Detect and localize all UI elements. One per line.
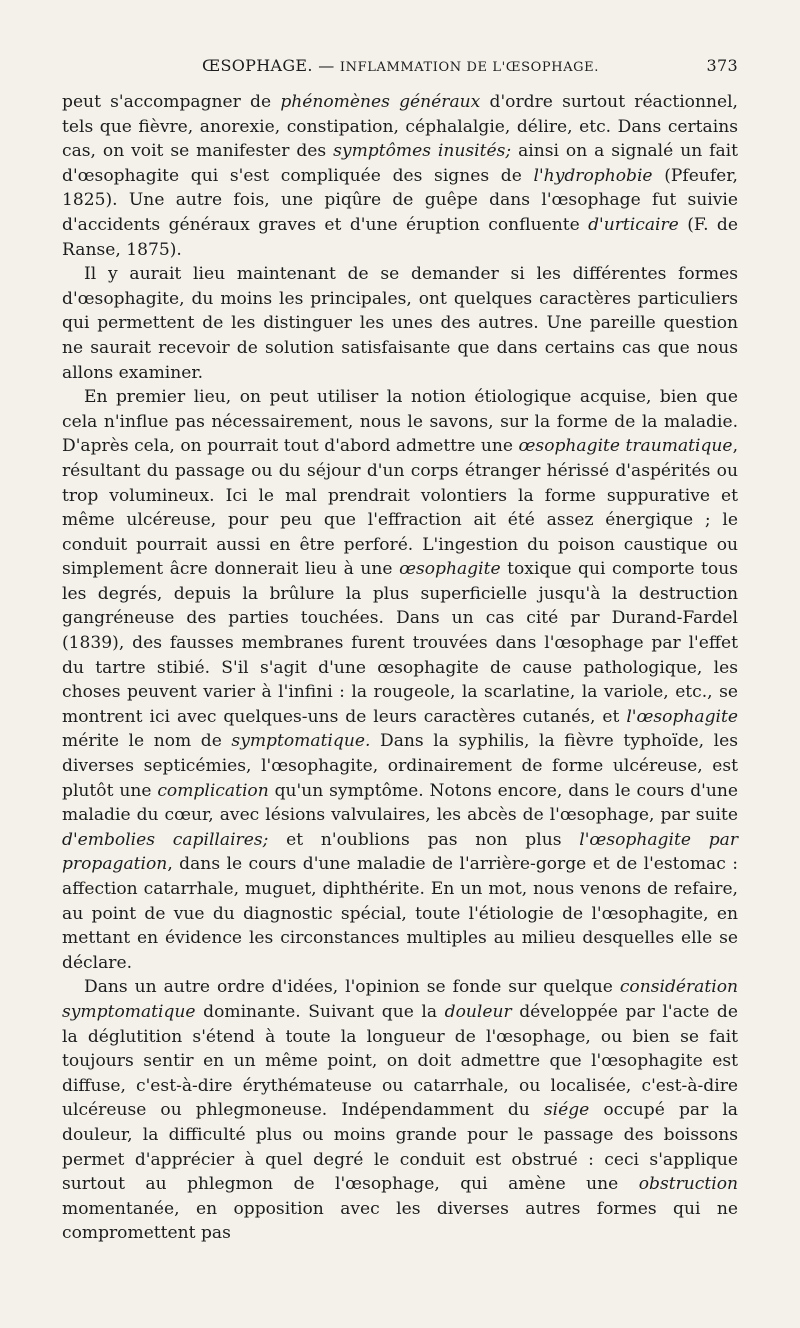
italic-text: l'œsophagite par propagation bbox=[62, 829, 738, 875]
italic-text: complication bbox=[157, 780, 269, 801]
text-run: ainsi on a signalé un fait d'œsophagite qui s'est compliquée des signes de bbox=[62, 141, 739, 186]
text-run: peut s'accompagner de bbox=[62, 92, 281, 112]
italic-text: douleur bbox=[444, 1001, 512, 1022]
text-run: dominante. Suivant que la bbox=[195, 1001, 445, 1022]
paragraph-3 bbox=[62, 385, 738, 975]
chapter-title: ŒSOPHAGE. bbox=[202, 56, 313, 75]
text-run: occupé par la douleur, la difficulté plus ou moins grande pour le passage des boissons permet d'apprécier à quel degré le conduit est obstrué : ceci s'applique surtout au phlegmon de l'œsophage, qui amène une bbox=[62, 1100, 738, 1195]
italic-text: d'embolies capillaires; bbox=[62, 829, 269, 850]
text-run: qu'un symptôme. Notons encore, dans le cours d'une maladie du cœur, avec lésions valvulaires, les abcès de l'œsophage, par suite bbox=[62, 780, 738, 826]
text-run: En premier lieu, on peut utiliser la notion étiologique acquise, bien que cela n'influe pas nécessairement, nous le savons, sur la forme de la maladie. D'après cela, on pourrait tout d'abord admettre une bbox=[62, 387, 738, 457]
italic-text: œsophagite bbox=[399, 559, 501, 580]
text-run: momentanée, en opposition avec les diverses autres formes qui ne compromettent pas bbox=[62, 1198, 738, 1244]
italic-text: symptômes inusités; bbox=[333, 141, 512, 162]
running-title bbox=[202, 56, 599, 75]
italic-text: siége bbox=[543, 1100, 590, 1121]
text-run: mérite le nom de bbox=[62, 731, 232, 752]
italic-text: symptomatique. bbox=[231, 731, 371, 752]
text-run: toxique qui comporte tous les degrés, depuis la brûlure la plus superficielle jusqu'à la destruction gangréneuse des parties touchées. Dans un cas cité par Durand-Fardel (1839), des fausses membranes furent trouvées dans l'œsophage par l'effet du tartre stibié. S'il s'agit d'une œsophagite de cause pathologique, les choses peuvent varier à l'infini : la rougeole, la scarlatine, la variole, etc., se montrent ici avec quelques-uns de leurs caractères cutanés, et bbox=[62, 559, 738, 727]
paragraph-4 bbox=[62, 975, 738, 1246]
italic-text: considération symptomatique bbox=[62, 977, 738, 1022]
text-run: et n'oublions pas non plus bbox=[268, 829, 580, 850]
text-run: Il y aurait lieu maintenant de se demander si les différentes formes d'œsophagite, du moins les principales, ont quelques caractères particuliers qui permettent de les distinguer les unes des autres. Une pareille question ne saurait recevoir de solution satisfaisante que dans certains cas que nous allons examiner. bbox=[62, 264, 738, 383]
section-subtitle: INFLAMMATION DE L'ŒSOPHAGE. bbox=[339, 60, 599, 75]
italic-text: phénomènes généraux bbox=[280, 92, 481, 112]
text-run: , dans le cours d'une maladie de l'arrière-gorge et de l'estomac : affection catarrhale, muguet, diphthérite. En un mot, nous venons de refaire, au point de vue du diagnostic spécial, toute l'étiologie de l'œsophagite, en mettant en évidence les circonstances multiples au milieu desquelles elle se déclare. bbox=[62, 854, 738, 973]
page-number: 373 bbox=[706, 56, 738, 75]
italic-text: l'œsophagite bbox=[626, 706, 738, 727]
text-run: d'ordre surtout réactionnel, tels que fièvre, anorexie, constipation, céphalalgie, délire, etc. Dans certains cas, on voit se manifester des bbox=[62, 92, 738, 162]
text-run: développée par l'acte de la déglutition s'étend à toute la longueur de l'œsophage, ou bien se fait toujours sentir en un même point, on doit admettre que l'œsophagite est diffuse, c'est-à-dire érythémateuse ou catarrhale, ou localisée, c'est-à-dire ulcéreuse ou phlegmoneuse. Indépendamment du bbox=[62, 1001, 738, 1121]
paragraph-1 bbox=[62, 90, 738, 262]
text-run: Dans un autre ordre d'idées, l'opinion se fonde sur quelque bbox=[84, 977, 620, 998]
text-run: (F. de Ranse, 1875). bbox=[62, 214, 738, 260]
title-dash: — bbox=[318, 56, 335, 75]
text-run: (Pfeufer, 1825). Une autre fois, une piqûre de guêpe dans l'œsophage fut suivie d'accidents généraux graves et d'une éruption confluente bbox=[62, 165, 738, 235]
book-page bbox=[62, 56, 738, 1246]
text-run: , résultant du passage ou du séjour d'un corps étranger hérissé d'aspérités ou trop volumineux. Ici le mal prendrait volontiers la forme suppurative et même ulcéreuse, pour peu que l'effraction ait été assez énergique ; le conduit pourrait aussi en être perforé. L'ingestion du poison caustique ou simplement âcre donnerait lieu à une bbox=[62, 436, 738, 580]
running-head bbox=[62, 56, 738, 84]
paragraph-2 bbox=[62, 262, 738, 385]
italic-text: œsophagite traumatique bbox=[518, 436, 733, 457]
italic-text: d'urticaire bbox=[588, 214, 679, 235]
italic-text: l'hydrophobie bbox=[533, 165, 653, 186]
text-run: Dans la syphilis, la fièvre typhoïde, les diverses septicémies, l'œsophagite, ordinairement de forme ulcéreuse, est plutôt une bbox=[62, 731, 738, 801]
italic-text: obstruction bbox=[638, 1174, 738, 1195]
body-text bbox=[62, 90, 738, 1246]
